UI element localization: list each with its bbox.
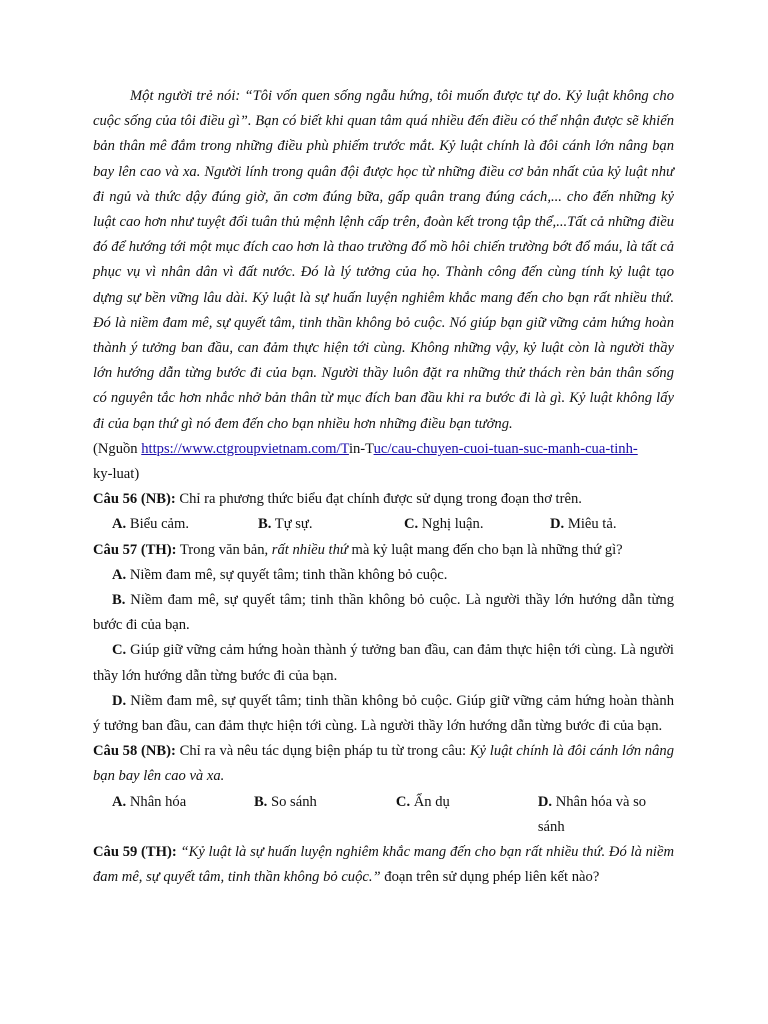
option-d[interactable]: D. Nhân hóa và so sánh — [537, 793, 647, 835]
option-b[interactable]: B. Tự sự. — [258, 516, 313, 533]
source-link-continued[interactable]: uc/cau-chuyen-cuoi-tuan-suc-manh-cua-tinh- — [373, 440, 638, 457]
answer-b[interactable]: B. Niềm đam mê, sự quyết tâm; tinh thần không bỏ cuộc. Là người thầy lớn hướng dẫn từng bước đi của bạn. — [93, 592, 674, 634]
question-59: Câu 59 (TH): “Kỷ luật là sự huấn luyện nghiêm khắc mang đến cho bạn rất nhiều thứ. Đó là niềm đam mê, sự quyết tâm, tinh thần không bỏ cuộc.” đoạn trên sử dụng phép liên kết nào? — [93, 844, 674, 886]
option-a[interactable]: A. Biểu cảm. — [112, 516, 190, 533]
question-58: Câu 58 (NB): Chỉ ra và nêu tác dụng biện pháp tu từ trong câu: Kỷ luật chính là đôi cánh lớn nâng bạn bay lên cao và xa. — [93, 743, 674, 785]
reading-passage: Một người trẻ nói: “Tôi vốn quen sống ngẫu hứng, tôi muốn được tự do. Kỷ luật không cho cuộc sống của tôi điều gì”. Bạn có biết khi quan tâm quá nhiều đến điều có thể nhận được sẽ khiến bản thân mê đắm trong những điều phù phiếm trước mắt. Kỷ luật chính là đôi cánh lớn nâng bạn bay lên cao và xa. Người lính trong quân đội được học từ những điều cơ bản nhất của kỷ luật như đi ngủ và thức dậy đúng giờ, ăn cơm đúng bữa, gấp quân trang đúng cách,... cho đến những kỷ luật cao hơn như tuyệt đối tuân thủ mệnh lệnh cấp trên, đoàn kết trong tập thể,...Tất cả những điều đó để hướng tới một mục đích cao hơn là thao trường đổ mồ hôi chiến trường bớt đổ máu, là tất cả phục vụ vì nhân dân vì đất nước. Đó là lý tưởng của họ. Thành công đến cùng tính kỷ luật tạo dựng sự bền vững lâu dài. Kỷ luật là sự huấn luyện nghiêm khắc mang đến cho bạn rất nhiều thứ. Đó là niềm đam mê, sự quyết tâm, tinh thần không bỏ cuộc. Nó giúp bạn giữ vững cảm hứng hoàn thành ý tưởng ban đầu, can đảm thực hiện tới cùng. Không những vậy, kỷ luật còn là người thầy lớn hướng dẫn từng bước đi của bạn. Người thầy luôn đặt ra những thử thách rèn bản thân sống có nguyên tắc hơn nhắc nhở bản thân từ mục đích ban đầu khi ra bước đi là gì. Kỷ luật không lấy đi của bạn thứ gì nó đem đến cho bạn nhiều hơn những điều bạn tưởng. — [93, 88, 674, 432]
question-58-options — [93, 790, 674, 840]
answer-a[interactable]: A. Niềm đam mê, sự quyết tâm; tinh thần không bỏ cuộc. — [112, 566, 448, 583]
option-c[interactable]: C. Nghị luận. — [404, 516, 484, 533]
source-citation: (Nguồn https://www.ctgroupvietnam.com/Tin-Tuc/cau-chuyen-cuoi-tuan-suc-manh-cua-tinh- ky-luat) — [93, 440, 638, 483]
option-b[interactable]: B. So sánh — [253, 793, 317, 810]
option-d[interactable]: D. Miêu tả. — [550, 516, 617, 533]
option-a[interactable]: A. Nhân hóa — [112, 793, 187, 810]
option-c[interactable]: C. Ẩn dụ — [395, 793, 450, 810]
question-56-options — [93, 512, 674, 537]
source-link[interactable]: https://www.ctgroupvietnam.com/T — [141, 440, 349, 457]
answer-c[interactable]: C. Giúp giữ vững cảm hứng hoàn thành ý tưởng ban đầu, can đảm thực hiện tới cùng. Là người thầy lớn hướng dẫn từng bước đi của bạn. — [93, 642, 674, 684]
question-57: Câu 57 (TH): Trong văn bản, rất nhiều thứ mà kỷ luật mang đến cho bạn là những thứ gì? — [93, 541, 623, 558]
answer-d[interactable]: D. Niềm đam mê, sự quyết tâm; tinh thần không bỏ cuộc. Giúp giữ vững cảm hứng hoàn thành ý tưởng ban đầu, can đảm thực hiện tới cùng. Là người thầy lớn hướng dẫn từng bước đi của bạn. — [93, 692, 674, 735]
document-page — [93, 84, 674, 891]
question-56: Câu 56 (NB): Chỉ ra phương thức biểu đạt chính được sử dụng trong đoạn thơ trên. — [93, 491, 582, 508]
